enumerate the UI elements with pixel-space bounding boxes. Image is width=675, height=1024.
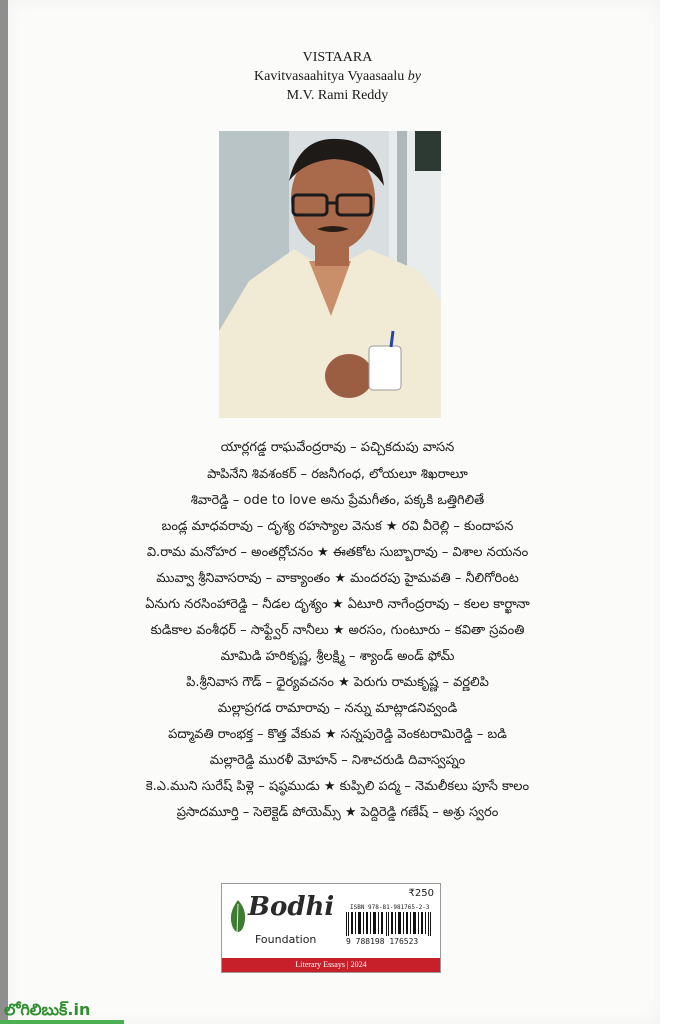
contents-line: మువ్వా శ్రీనివాసరావు – వాక్యాంతం ★ మందరపు హైమవతి – నీలిగోరింట — [156, 571, 519, 586]
by-word: by — [407, 69, 421, 84]
leaf-icon — [227, 898, 249, 938]
publisher-barcode-box — [221, 883, 441, 973]
barcode — [346, 912, 434, 936]
contents-line: వి.రామ మనోహర – అంతర్లోచనం ★ ఈతకోట సుబ్బారావు – విశాల నయనం — [146, 545, 529, 560]
book-title: VISTAARA — [302, 50, 373, 65]
book-subtitle: Kavitvasaahitya Vyaasaalu — [254, 69, 405, 84]
publisher-sub: Foundation — [255, 933, 317, 946]
book-subtitle-line — [0, 67, 675, 86]
contents-line: పద్మావతి రాంభక్త – కొత్త వేకువ ★ సన్నపురెడ్డి వెంకటరామిరెడ్డి – బడి — [168, 727, 507, 742]
contents-line: బండ్ల మాధవరావు – దృశ్య రహస్యాల వెనుక ★ రవి వీరెల్లి – కుందాపన — [161, 519, 514, 534]
book-spine-edge — [0, 0, 8, 1024]
watermark-underline — [0, 1020, 124, 1024]
category-band: Literary Essays | 2024 — [222, 958, 440, 972]
contents-line: మల్లారెడ్డి మురళీ మోహన్ – నిశాచరుడి దివాస్వప్నం — [209, 753, 466, 768]
isbn-text: ISBN 978-81-981765-2-3 — [350, 904, 430, 911]
book-header — [0, 48, 675, 105]
author-name: M.V. Rami Reddy — [286, 88, 389, 103]
contents-line: ప్రసాదమూర్తి – సెలెక్టెడ్ పోయెమ్స్ ★ పెద్దిరెడ్డి గణేష్ – అశ్రు స్వరం — [176, 805, 499, 820]
contents-line: శివారెడ్డి – ode to love అను ప్రేమగీతం, పక్కకి ఒత్తిగిలితే — [190, 493, 485, 508]
contents-line: మల్లాప్రగడ రామారావు – నన్ను మాట్లాడనివ్వండి — [217, 701, 458, 716]
page-margin — [661, 0, 675, 1024]
contents-line: ఏనుగు నరసింహారెడ్డి – నీడల దృశ్యం ★ ఏటూరి నాగేంద్రరావు – కలల కార్ఖానా — [145, 597, 530, 612]
contents-line: కె.ఎ.ముని సురేష్ పిళ్లె – షష్ఠముడు ★ కుప్పిలి పద్మ – నెమలీకలు పూసే కాలం — [145, 779, 530, 794]
barcode-digits: 9 788198 176523 — [346, 937, 419, 946]
contents-line: పాపినేని శివశంకర్ – రజనీగంధ, లోయలూ శిఖరాలూ — [207, 467, 468, 482]
contents-line: యార్లగడ్డ రాఘవేంద్రరావు – పచ్చికదుపు వాసన — [220, 440, 455, 455]
author-photo — [219, 131, 441, 418]
contents-line: కుడికాల వంశీధర్ – సాఫ్ట్వేర్ నానీలు ★ అరసం, గుంటూరు – కవితా స్రవంతి — [150, 623, 525, 638]
contents-line: మామిడి హరికృష్ణ, శ్రీలక్ష్మి – శ్యాండ్ అండ్ ఫోమ్ — [220, 649, 455, 664]
price: ₹250 — [408, 888, 434, 899]
publisher-logo: Bodhi — [248, 892, 335, 922]
site-watermark: లోగిలిబుక్.in — [4, 1000, 91, 1019]
contents-line: పి.శ్రీనివాస గౌడ్ – ధైర్యవచనం ★ పెరుగు రామకృష్ణ – వర్ణలిపి — [186, 675, 489, 690]
